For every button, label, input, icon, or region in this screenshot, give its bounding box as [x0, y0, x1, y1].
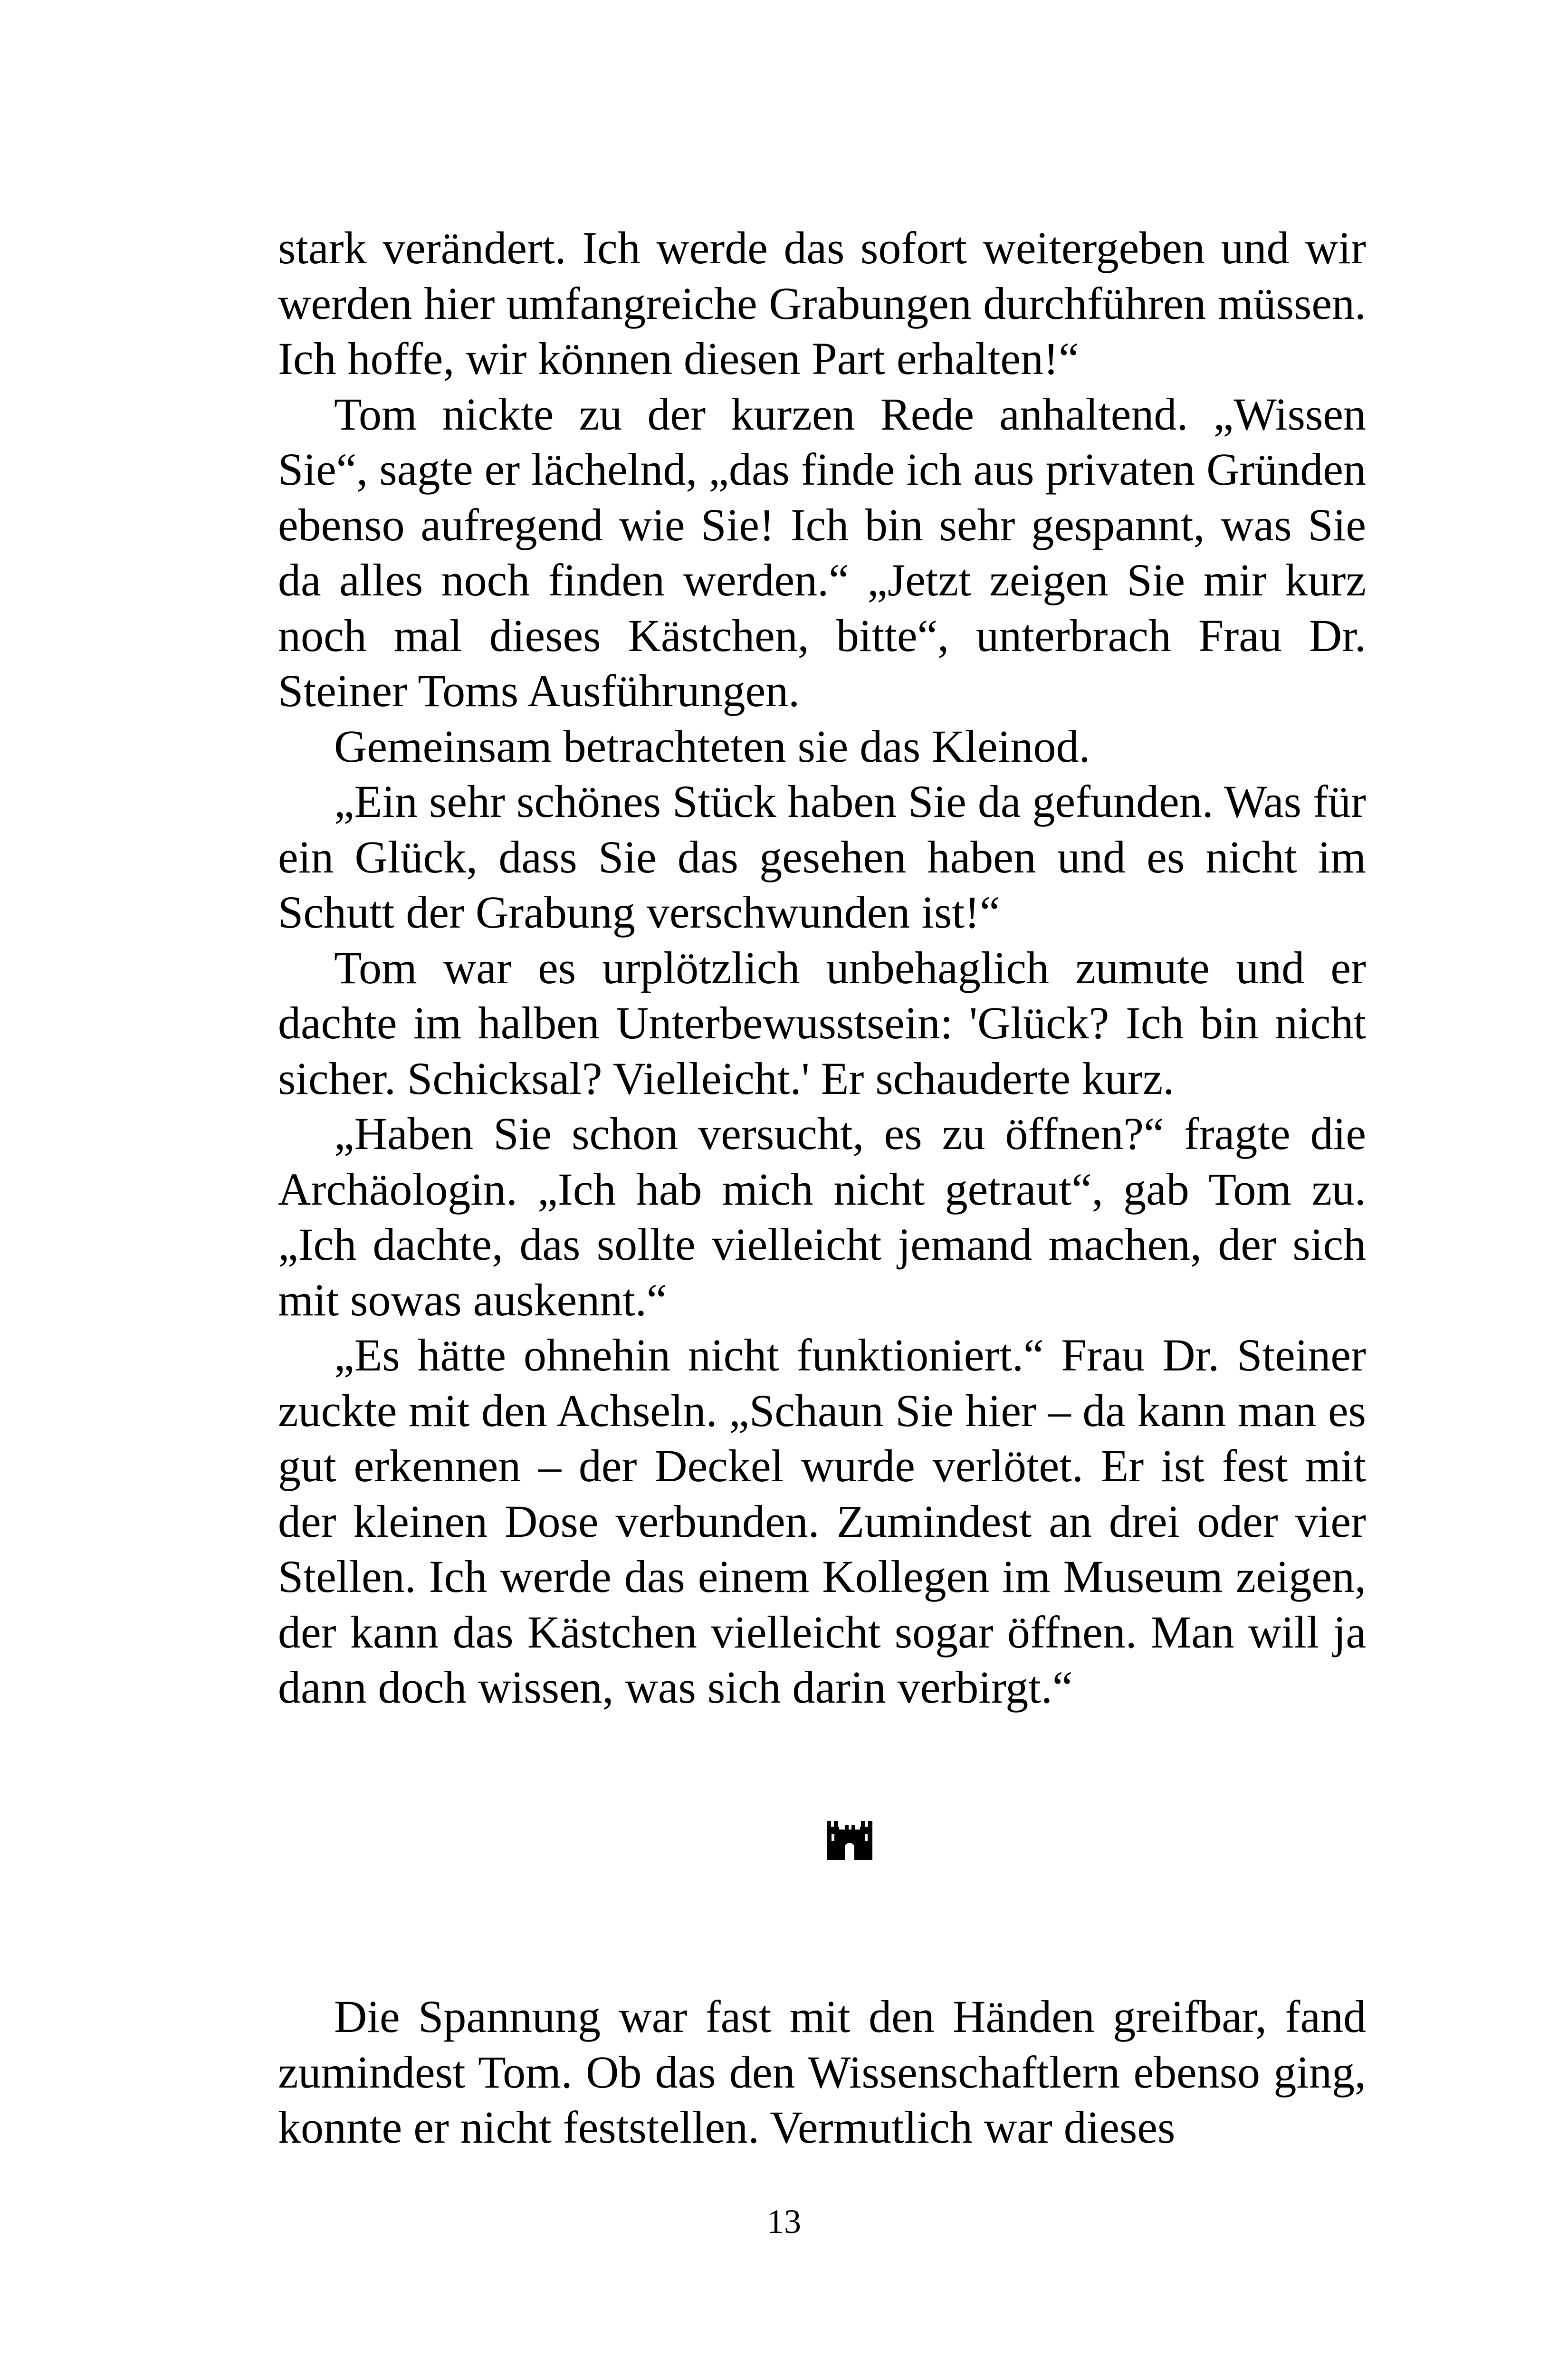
paragraph: „Haben Sie schon versucht, es zu öffnen?“ fragte die Archäologin. „Ich hab mich nicht getraut“, gab Tom zu. „Ich dachte, das sollte vielleicht jemand machen, der sich mit sowas auskennt.“ — [278, 1108, 1366, 1325]
paragraph: Die Spannung war fast mit den Händen greifbar, fand zumindest Tom. Ob das den Wissenschaftlern ebenso ging, konnte er nicht feststellen. Vermutlich war dieses — [278, 1991, 1366, 2153]
paragraph: „Ein sehr schönes Stück haben Sie da gefunden. Was für ein Glück, dass Sie das gesehen haben und es nicht im Schutt der Grabung verschwunden ist!“ — [278, 776, 1366, 938]
paragraph: Gemeinsam betrachteten sie das Kleinod. — [334, 720, 1090, 772]
page-number: 13 — [767, 2203, 801, 2241]
paragraph: Tom nickte zu der kurzen Rede anhaltend. „Wissen Sie“, sagte er lächelnd, „das finde ich aus privaten Gründen ebenso aufregend wie Sie! Ich bin sehr gespannt, was Sie da alles noch finden werden.“ „Jetzt zeigen Sie mir kurz noch mal dieses Kästchen, bitte“, unterbrach Frau Dr. Steiner Toms Ausführungen. — [278, 388, 1366, 716]
body-text-after-break — [278, 1989, 1366, 2156]
paragraph-continuation: stark verändert. Ich werde das sofort weitergeben und wir werden hier umfangreiche Grabungen durchführen müssen. Ich hoffe, wir können diesen Part erhalten!“ — [278, 222, 1366, 384]
body-text-before-break — [278, 220, 1366, 1715]
castle-icon — [827, 1821, 872, 1860]
paragraph: „Es hätte ohnehin nicht funktioniert.“ Frau Dr. Steiner zuckte mit den Achseln. „Schaun Sie hier – da kann man es gut erkennen – der Deckel wurde verlötet. Er ist fest mit der kleinen Dose verbunden. Zumindest an drei oder vier Stellen. Ich werde das einem Kollegen im Museum zeigen, der kann das Kästchen vielleicht sogar öffnen. Man will ja dann doch wissen, was sich darin verbirgt.“ — [278, 1330, 1366, 1713]
paragraph: Tom war es urplötzlich unbehaglich zumute und er dachte im halben Unterbewusstsein: 'Glück? Ich bin nicht sicher. Schicksal? Vielleicht.' Er schauderte kurz. — [278, 942, 1366, 1104]
